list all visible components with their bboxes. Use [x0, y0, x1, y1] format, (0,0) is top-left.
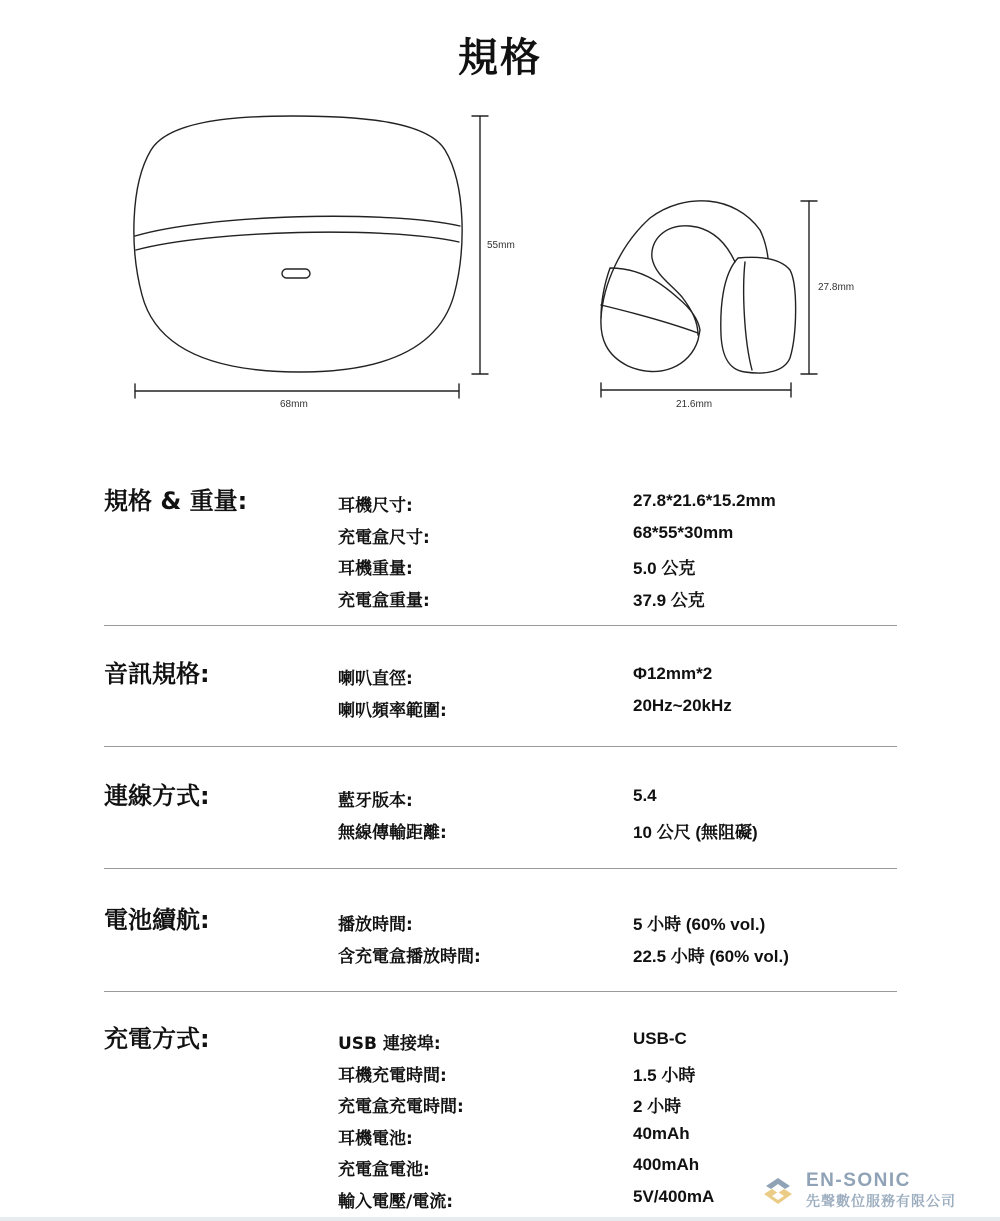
spec-label: 藍牙版本: [338, 791, 413, 811]
charging-case-indicator [282, 269, 310, 278]
section-title: 充電方式: [104, 1025, 210, 1053]
spec-label: 無線傳輸距離: [338, 822, 447, 843]
spec-value: 5V/400mA [633, 1186, 715, 1206]
spec-value: USB-C [633, 1029, 687, 1048]
spec-row [338, 1029, 898, 1061]
logo-brand-name: EN-SONIC [806, 1170, 911, 1191]
section-divider [104, 868, 897, 869]
product-drawing [0, 0, 1000, 430]
section-title: 音訊規格: [104, 660, 210, 688]
spec-value: 27.8*21.6*15.2mm [633, 491, 776, 510]
spec-label: 耳機重量: [338, 559, 413, 579]
en-sonic-logo [758, 1170, 988, 1212]
spec-value: 22.5 小時 (60% vol.) [633, 946, 789, 966]
spec-label: 輸入電壓/電流: [338, 1191, 454, 1212]
section-title: 電池續航: [104, 906, 210, 934]
spec-row [338, 523, 898, 555]
spec-label: 耳機電池: [338, 1128, 413, 1149]
case-width-label: 68mm [280, 399, 308, 410]
earbud-width-label: 21.6mm [676, 399, 713, 410]
charging-case-seam-bottom [136, 232, 459, 250]
case-height-label: 55mm [487, 240, 515, 251]
spec-row [338, 586, 898, 618]
spec-row [338, 664, 898, 696]
spec-label: 喇叭頻率範圍: [338, 700, 447, 721]
spec-row [338, 491, 898, 523]
spec-row [338, 786, 898, 818]
logo-mark-icon [758, 1172, 798, 1212]
charging-case-outline [134, 116, 462, 372]
spec-row [338, 910, 898, 942]
spec-value: 5.4 [633, 786, 657, 805]
spec-value: 40mAh [633, 1123, 690, 1143]
spec-label: 耳機尺寸: [338, 496, 413, 516]
spec-value: 400mAh [633, 1155, 700, 1174]
spec-label: USB 連接埠: [338, 1034, 441, 1054]
spec-row [338, 554, 898, 586]
section-divider [104, 991, 897, 992]
spec-row [338, 696, 898, 728]
spec-value: 1.5 小時 [633, 1065, 696, 1085]
spec-value: Φ12mm*2 [633, 664, 713, 683]
spec-label: 充電盒重量: [338, 590, 430, 611]
spec-row [338, 818, 898, 850]
spec-value: 20Hz~20kHz [633, 695, 732, 715]
earbud-body-seam [601, 305, 698, 333]
spec-label: 含充電盒播放時間: [338, 946, 481, 967]
spec-value: 68*55*30mm [633, 522, 734, 542]
page-title: 規格 [458, 35, 542, 81]
spec-row [338, 942, 898, 974]
earbud-height-label: 27.8mm [818, 282, 855, 293]
spec-label: 喇叭直徑: [338, 669, 413, 689]
section-title: 規格 & 重量: [104, 487, 248, 515]
spec-label: 充電盒充電時間: [338, 1097, 464, 1117]
spec-label: 耳機充電時間: [338, 1065, 447, 1086]
spec-value: 5 小時 (60% vol.) [633, 915, 766, 934]
spec-value: 37.9 公克 [633, 590, 705, 610]
spec-row [338, 1092, 898, 1124]
spec-label: 充電盒尺寸: [338, 527, 430, 548]
logo-company-name: 先聲數位服務有限公司 [806, 1194, 956, 1210]
earbud-speaker-inner [744, 262, 752, 370]
spec-label: 播放時間: [338, 915, 413, 935]
earbud-hook-inner [652, 226, 735, 335]
section-title: 連線方式: [104, 782, 210, 810]
bottom-edge [0, 1217, 1000, 1221]
spec-value: 2 小時 [633, 1097, 682, 1116]
spec-row [338, 1124, 898, 1156]
spec-value: 10 公尺 (無阻礙) [633, 822, 758, 842]
earbud-body [601, 268, 700, 372]
earbud-speaker-outer [721, 257, 796, 373]
spec-value: 5.0 公克 [633, 559, 696, 578]
spec-row [338, 1061, 898, 1093]
section-divider [104, 746, 897, 747]
section-divider [104, 625, 897, 626]
spec-label: 充電盒電池: [338, 1160, 430, 1180]
